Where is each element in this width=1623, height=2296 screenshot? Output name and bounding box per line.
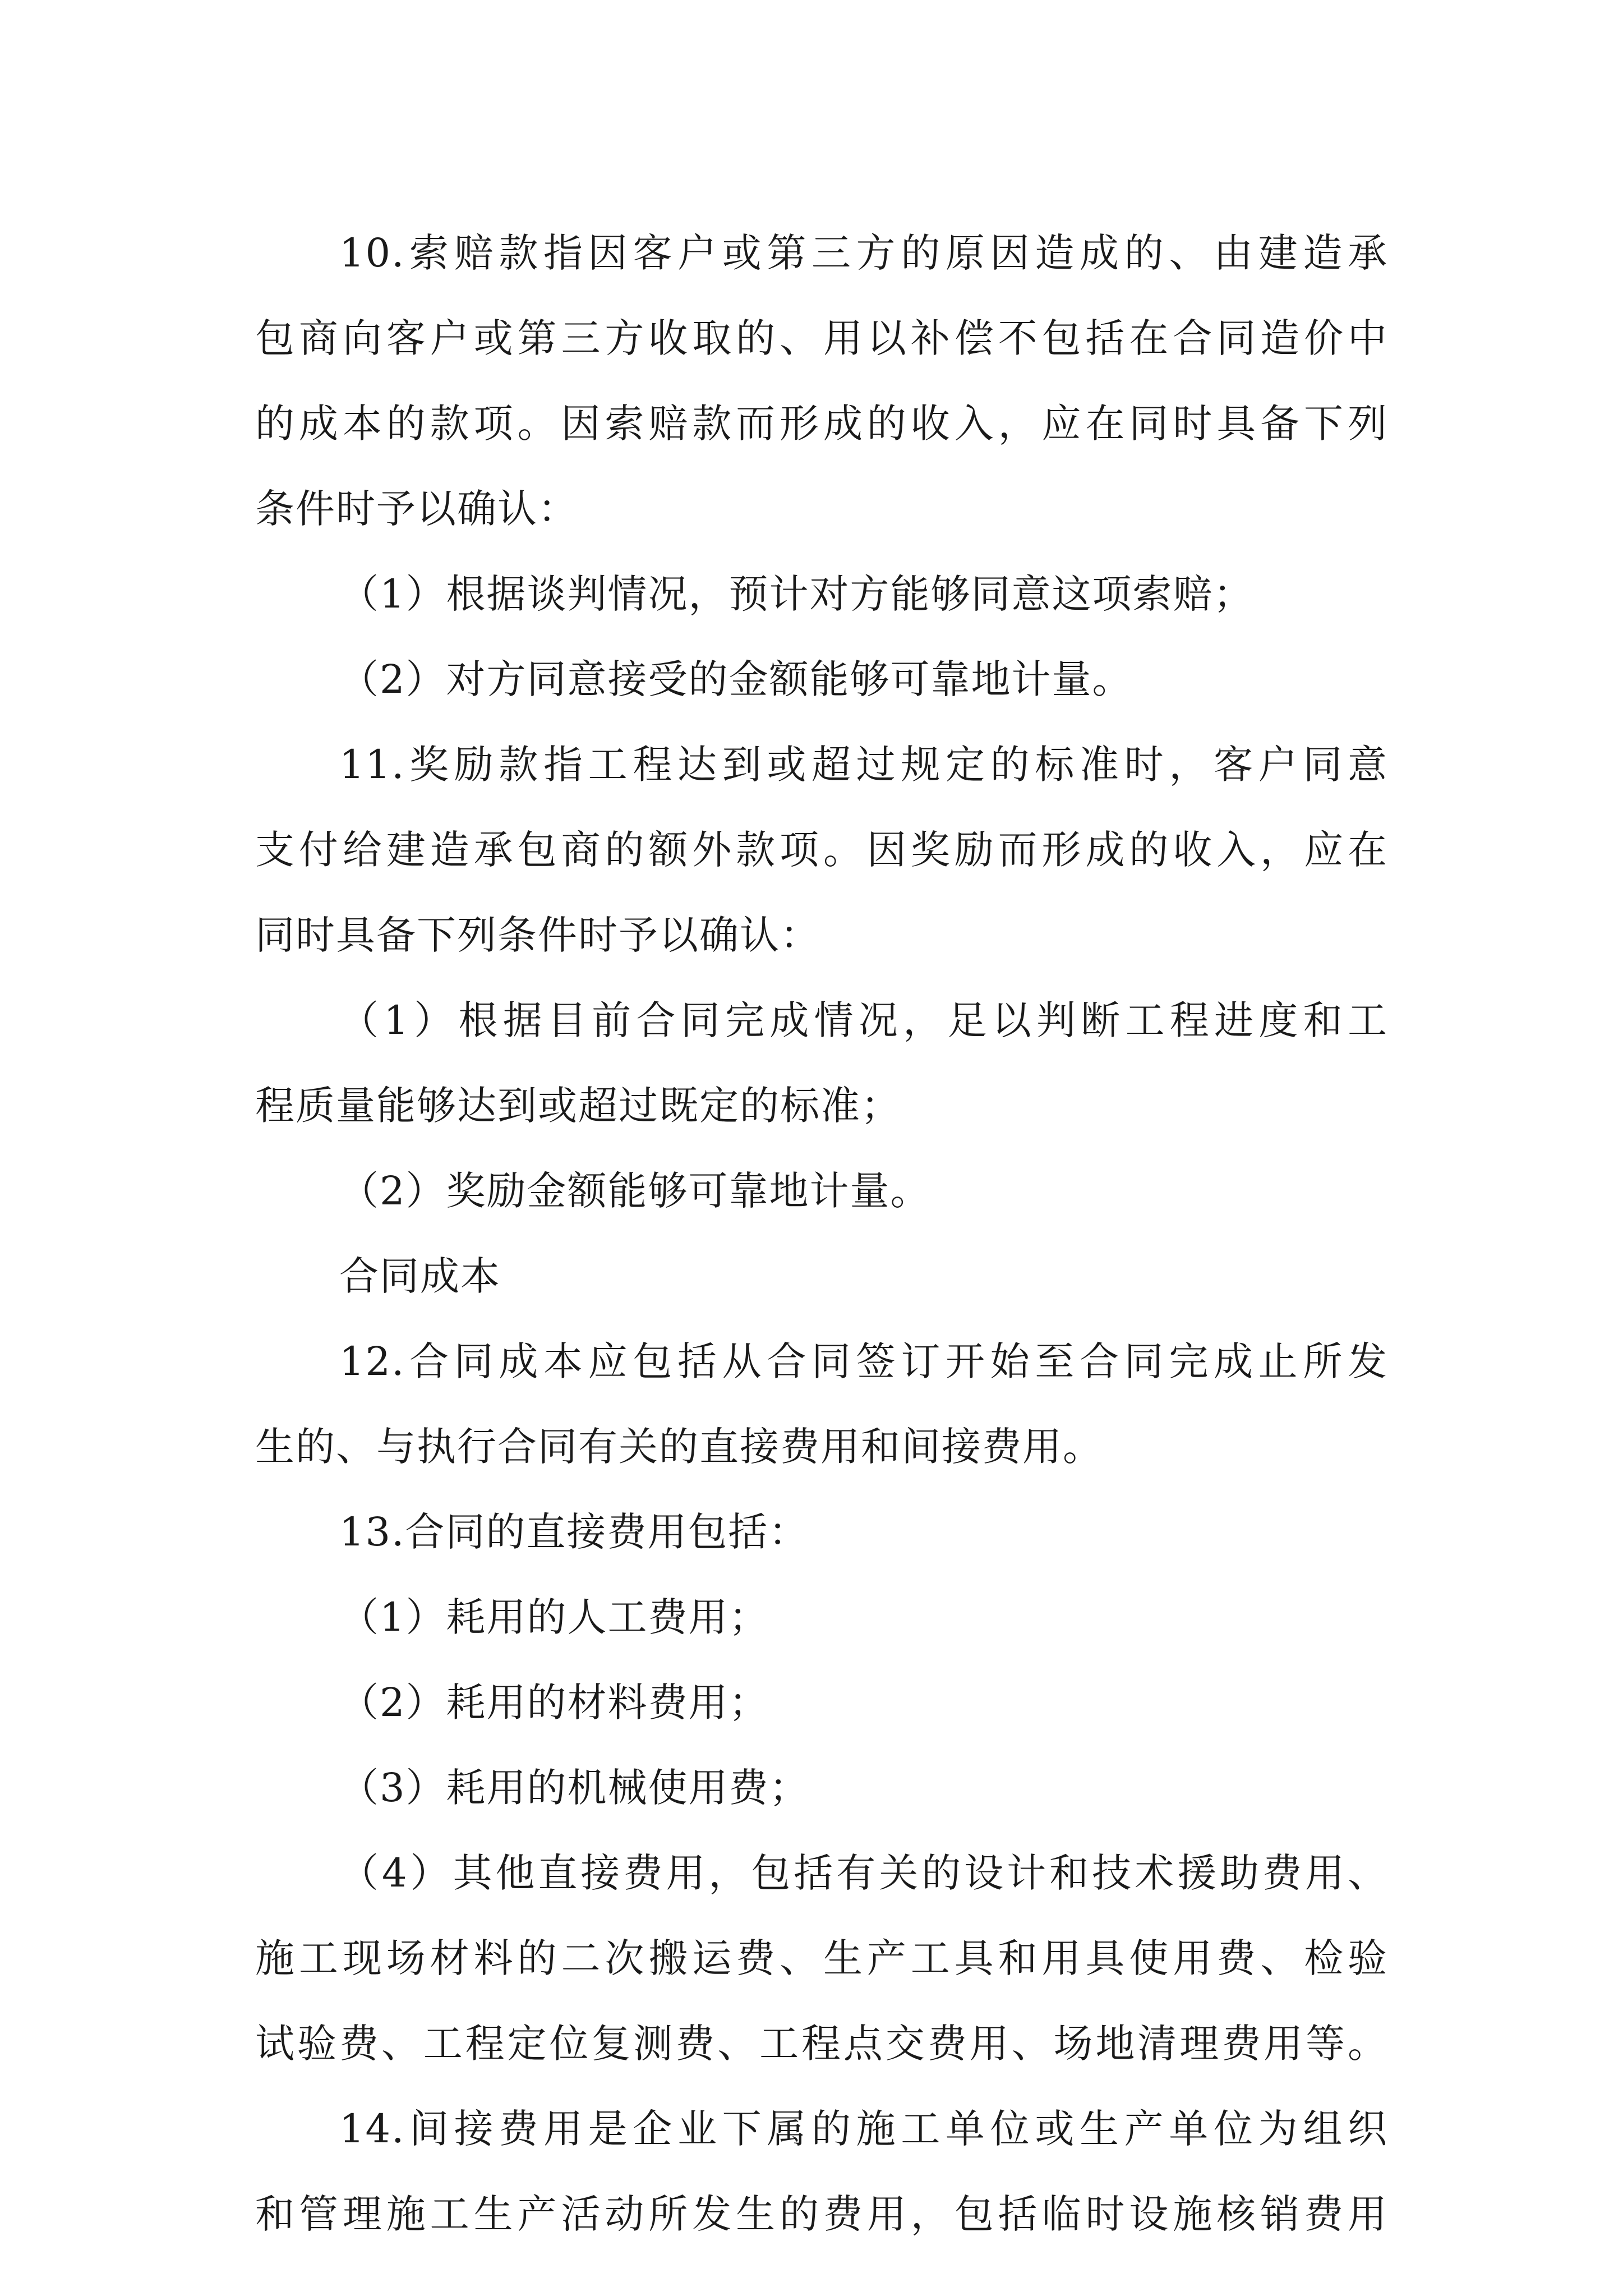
list-item-11-1-line-2: 程质量能够达到或超过既定的标准； [255,1083,901,1129]
paragraph-13: 13.合同的直接费用包括： [339,1509,809,1555]
list-item-13-4-line-3: 试验费、工程定位复测费、工程点交费用、场地清理费用等。 [255,2021,1388,2067]
paragraph-11-line-1: 11.奖励款指工程达到或超过规定的标准时，客户同意 [339,742,1388,788]
paragraph-12-line-2: 生的、与执行合同有关的直接费用和间接费用。 [255,1424,1103,1470]
paragraph-11-line-2: 支付给建造承包商的额外款项。因奖励而形成的收入，应在 [255,827,1388,873]
list-item-13-2: （2）耗用的材料费用； [339,1680,769,1726]
list-item-13-1: （1）耗用的人工费用； [339,1594,769,1640]
paragraph-10-line-3: 的成本的款项。因索赔款而形成的收入，应在同时具备下列 [255,401,1388,447]
paragraph-14-line-2: 和管理施工生产活动所发生的费用，包括临时设施核销费用 [255,2191,1388,2237]
list-item-13-4-line-2: 施工现场材料的二次搬运费、生产工具和用具使用费、检验 [255,1935,1388,1981]
list-item-13-4-line-1: （4）其他直接费用，包括有关的设计和技术援助费用、 [339,1850,1388,1896]
list-item-11-1-line-1: （1）根据目前合同完成情况，足以判断工程进度和工 [339,997,1388,1043]
list-item-10-1: （1）根据谈判情况，预计对方能够同意这项索赔； [339,571,1254,617]
document-body [255,210,1388,2257]
list-item-11-2: （2）奖励金额能够可靠地计量。 [339,1168,931,1214]
paragraph-14-line-1: 14.间接费用是企业下属的施工单位或生产单位为组织 [339,2106,1388,2152]
paragraph-12-line-1: 12.合同成本应包括从合同签订开始至合同完成止所发 [339,1338,1388,1384]
list-item-10-2: （2）对方同意接受的金额能够可靠地计量。 [339,656,1133,702]
paragraph-10-line-2: 包商向客户或第三方收取的、用以补偿不包括在合同造价中 [255,315,1388,361]
section-heading-contract-cost: 合同成本 [339,1253,501,1299]
paragraph-10-line-4: 条件时予以确认： [255,486,578,532]
paragraph-11-line-3: 同时具备下列条件时予以确认： [255,912,820,958]
paragraph-10-line-1: 10.索赔款指因客户或第三方的原因造成的、由建造承 [339,230,1388,276]
list-item-13-3: （3）耗用的机械使用费； [339,1765,810,1811]
